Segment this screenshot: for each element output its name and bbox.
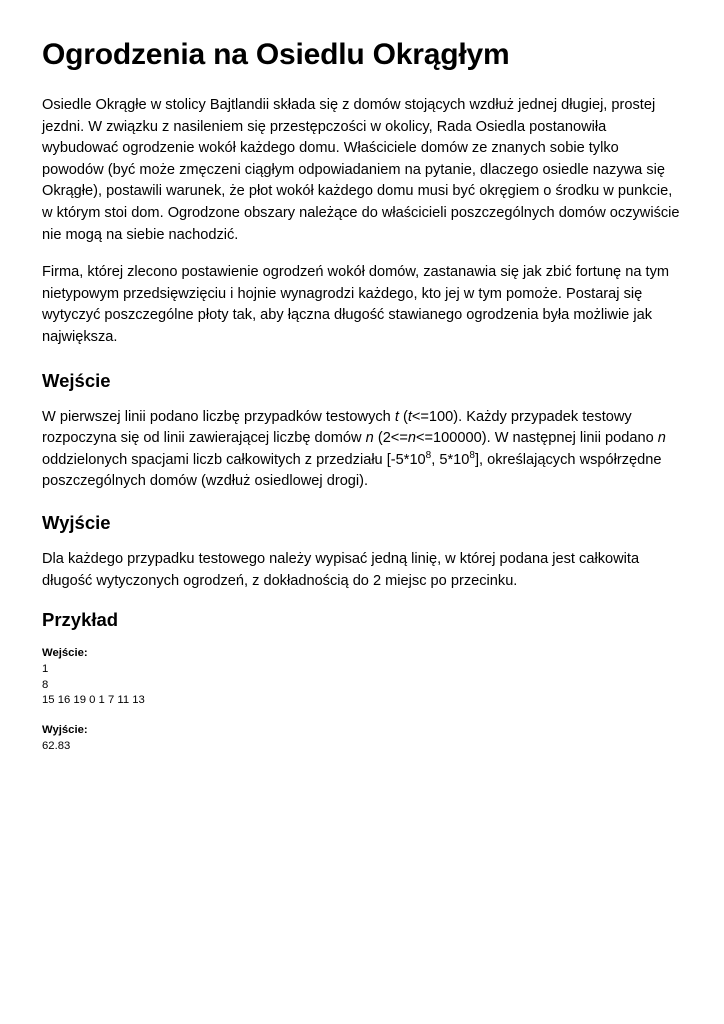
input-section-text	[42, 407, 684, 493]
variable-n: n	[657, 430, 666, 447]
input-text-part: <=100). Każdy przypadek testowy rozpoczyna się od linii zawierającej liczbę domów	[42, 408, 632, 447]
exponent: 8	[425, 449, 432, 461]
variable-n: n	[407, 430, 416, 447]
page-title: Ogrodzenia na Osiedlu Okrągłym	[42, 38, 510, 71]
output-section-heading: Wyjście	[42, 511, 111, 533]
intro-paragraph-2: Firma, której zlecono postawienie ogrodzeń wokół domów, zastanawia się jak zbić fortunę na tym nietypowym przedsięwzięciu i hojnie wynagrodzi każdego, kto jej w tym pomoże. Postaraj się wytyczyć poszczególne płoty tak, aby łączna długość stawianego ogrodzenia była możliwie jak największa.	[42, 264, 670, 345]
variable-n: n	[365, 430, 374, 447]
input-text-part: (	[398, 408, 408, 425]
example-input-line: 1	[42, 662, 49, 675]
example-output-line: 62.83	[42, 740, 71, 753]
input-text-part: oddzielonych spacjami liczb całkowitych z przedziału [-5*10	[42, 451, 426, 468]
problem-statement-page	[42, 0, 684, 755]
input-text-part: (2<=	[373, 430, 408, 447]
example-output-block	[42, 723, 684, 755]
variable-t: t	[394, 408, 399, 425]
exponent: 8	[469, 449, 475, 461]
input-text-part: , 5*10	[431, 451, 470, 468]
input-text-part: W pierwszej linii podano liczbę przypadków testowych	[42, 408, 395, 425]
example-input-line: 8	[42, 678, 49, 691]
example-section-heading: Przykład	[42, 609, 119, 631]
variable-t: t	[407, 408, 412, 425]
input-text-part: ], określających współrzędne poszczególnych domów (wzdłuż osiedlowej drogi).	[42, 451, 662, 490]
example-input-label: Wejście:	[42, 647, 88, 660]
input-text-part: <=100000). W następnej linii podano	[415, 430, 658, 447]
example-output-label: Wyjście:	[42, 724, 88, 737]
intro-paragraph-1: Osiedle Okrągłe w stolicy Bajtlandii składa się z domów stojących wzdłuż jednej długiej, prostej jezdni. W związku z nasileniem się przestępczości w okolicy, Rada Osiedla postanowiła wybudować ogrodzenie wokół każdego domu. Właściciele domów ze znanych sobie tylko powodów (być może zmęczeni ciągłym odpowiadaniem na pytanie, dlaczego osiedle nazywa się Okrągłe), postawili warunek, że płot wokół każdego domu musi być okręgiem o środku w punkcie, w którym stoi dom. Ogrodzone obszary należące do właścicieli poszczególnych domów oczywiście nie mogą na siebie nachodzić.	[42, 97, 680, 243]
output-section-text: Dla każdego przypadku testowego należy wypisać jedną linię, w której podana jest całkowita długość wytyczonych ogrodzeń, z dokładnością do 2 miejsc po przecinku.	[42, 550, 640, 589]
input-section-heading: Wejście	[42, 369, 111, 391]
example-input-block	[42, 646, 684, 709]
example-input-line: 15 16 19 0 1 7 11 13	[42, 694, 145, 707]
